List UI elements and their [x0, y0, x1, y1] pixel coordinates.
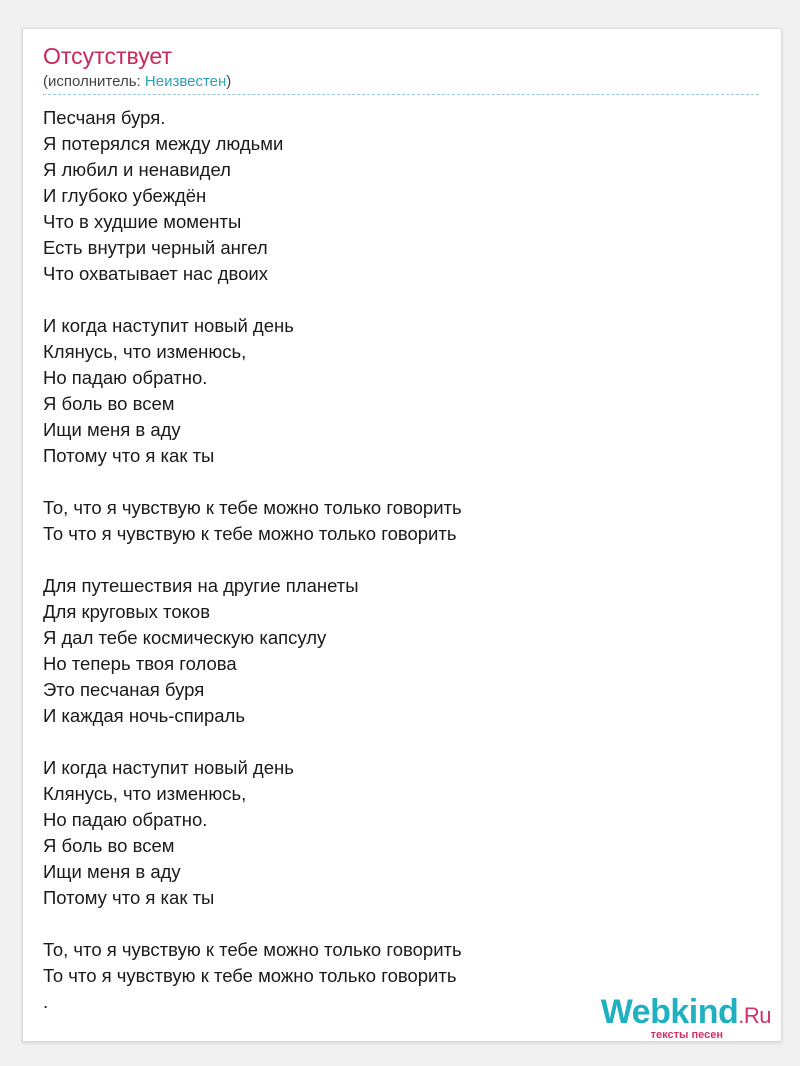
lyric-line: Это песчаная буря	[43, 679, 205, 700]
lyric-line: И когда наступит новый день	[43, 757, 294, 778]
lyric-line: Я дал тебе космическую капсулу	[43, 627, 327, 648]
lyric-line: Для круговых токов	[43, 601, 211, 622]
lyric-line	[43, 911, 743, 937]
lyric-line	[43, 547, 743, 573]
lyric-line: То что я чувствую к тебе можно только говорить	[43, 523, 457, 544]
lyrics-card	[22, 28, 782, 1042]
lyric-line: Ищи меня в аду	[43, 419, 181, 440]
lyric-line: Клянусь, что изменюсь,	[43, 341, 247, 362]
logo-wordmark	[601, 993, 771, 1032]
lyric-line: Песчаня буря.	[43, 107, 166, 128]
song-title: Отсутствует	[43, 43, 172, 69]
artist-line	[43, 73, 231, 90]
divider	[43, 94, 759, 95]
lyric-line: .	[43, 991, 49, 1012]
lyrics-body	[43, 105, 743, 1015]
lyric-line: Ищи меня в аду	[43, 861, 181, 882]
lyric-line: Что охватывает нас двоих	[43, 263, 269, 284]
lyric-line	[43, 287, 743, 313]
lyric-line: То, что я чувствую к тебе можно только говорить	[43, 497, 462, 518]
logo-name: Webkind	[600, 993, 739, 1031]
lyric-line: И глубоко убеждён	[43, 185, 207, 206]
lyric-line: Клянусь, что изменюсь,	[43, 783, 247, 804]
lyric-line	[43, 469, 743, 495]
lyric-line: Есть внутри черный ангел	[43, 237, 268, 258]
lyric-line: Но падаю обратно.	[43, 367, 208, 388]
lyric-line: Потому что я как ты	[43, 445, 215, 466]
lyric-line: То, что я чувствую к тебе можно только говорить	[43, 939, 462, 960]
lyric-line: Я потерялся между людьми	[43, 133, 284, 154]
logo-tld: .Ru	[738, 1003, 771, 1028]
lyric-line: То что я чувствую к тебе можно только говорить	[43, 965, 457, 986]
lyric-line: Я боль во всем	[43, 835, 175, 856]
lyric-line: Но падаю обратно.	[43, 809, 208, 830]
artist-label: (исполнитель:	[43, 73, 141, 90]
lyric-line: Но теперь твоя голова	[43, 653, 237, 674]
artist-close: )	[226, 73, 232, 90]
lyric-line: И каждая ночь-спираль	[43, 705, 245, 726]
lyric-line: Я любил и ненавидел	[43, 159, 231, 180]
lyric-line: Что в худшие моменты	[43, 211, 242, 232]
lyric-line: Для путешествия на другие планеты	[43, 575, 359, 596]
lyric-line: И когда наступит новый день	[43, 315, 294, 336]
site-logo[interactable]	[571, 993, 771, 1043]
lyric-line: Я боль во всем	[43, 393, 175, 414]
artist-link[interactable]: Неизвестен	[144, 73, 227, 90]
lyric-line: Потому что я как ты	[43, 887, 215, 908]
lyric-line	[43, 729, 743, 755]
logo-tagline: тексты песен	[650, 1029, 723, 1041]
